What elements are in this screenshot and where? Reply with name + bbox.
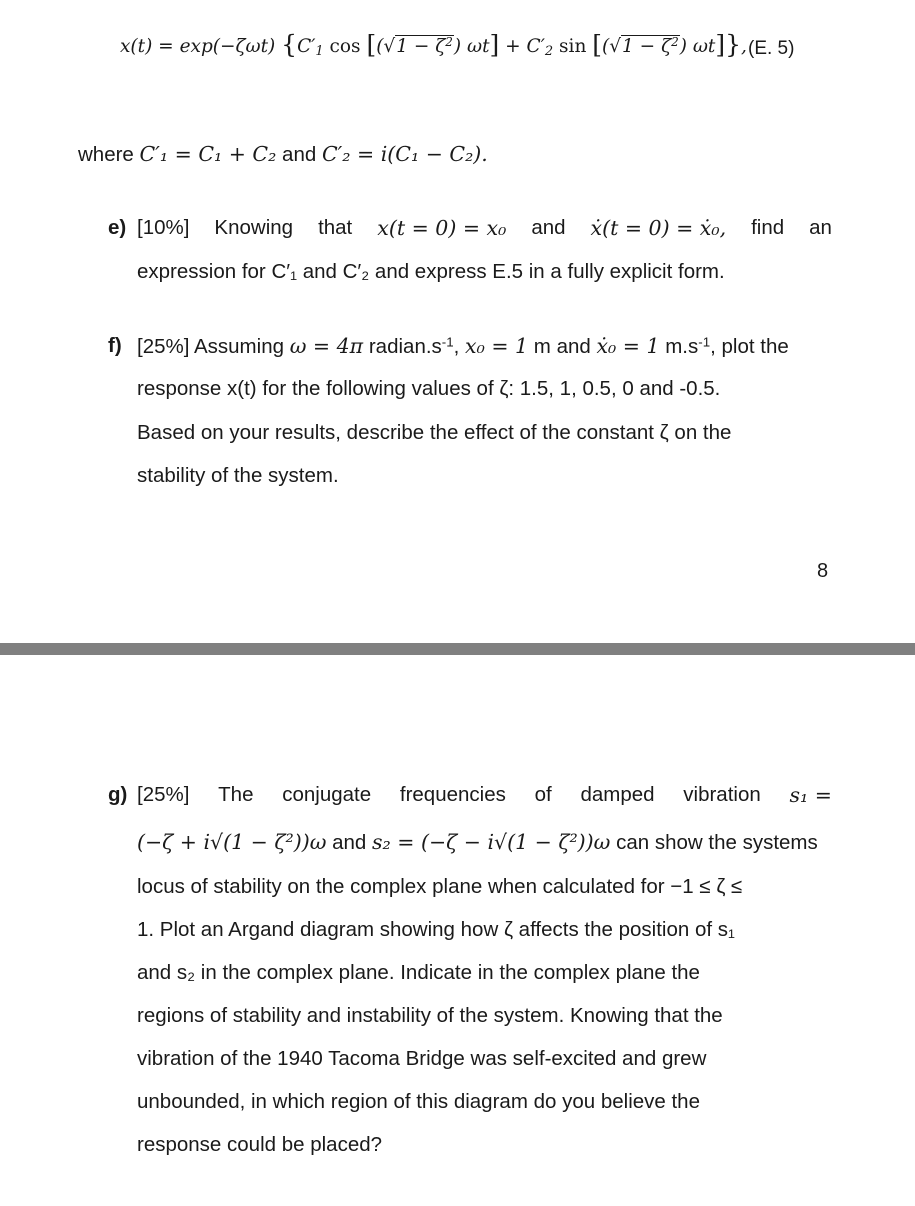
part-e-word: an: [809, 216, 832, 239]
part-e-weight: [10%]: [137, 216, 190, 239]
c1-definition: C′₁ = C₁ + C₂: [139, 142, 277, 166]
where-line: [78, 142, 488, 167]
where-word: where: [78, 143, 134, 166]
part-g-word: and: [332, 831, 367, 854]
part-g-line-1: [137, 783, 832, 807]
part-e-line-1: [137, 216, 832, 240]
part-f-exponent: -1: [698, 334, 711, 350]
part-g-weight: [25%]: [137, 783, 190, 806]
part-g-line-9: response could be placed?: [137, 1133, 383, 1156]
part-g-line-5: and s₂ in the complex plane. Indicate in the complex plane the: [137, 961, 700, 984]
and-word: and: [282, 143, 317, 166]
part-g-line-6: regions of stability and instability of the system. Knowing that the: [137, 1004, 723, 1027]
part-f-line-4: stability of the system.: [137, 464, 339, 487]
part-f-exponent: -1: [441, 334, 454, 350]
part-f-text: [25%] Assuming: [137, 335, 284, 358]
part-e-initial-xdot: ẋ(t = 0) = ẋ₀,: [590, 216, 727, 240]
part-e-word: that: [318, 216, 353, 239]
part-e-word: Knowing: [214, 216, 294, 239]
omega-value: ω = 4π: [289, 334, 364, 358]
part-g-word: frequencies: [399, 783, 506, 806]
part-g-text: can show the systems: [616, 831, 818, 854]
page-number: 8: [817, 560, 829, 582]
part-g-line-3: locus of stability on the complex plane when calculated for −1 ≤ ζ ≤: [137, 875, 743, 898]
part-e-word: and: [531, 216, 566, 239]
part-f-line-2: response x(t) for the following values of ζ: 1.5, 1, 0.5, 0 and -0.5.: [137, 377, 721, 400]
part-e-initial-x: x(t = 0) = x₀: [377, 216, 507, 240]
part-g-word: The: [218, 783, 254, 806]
part-e-line-2: expression for C′₁ and C′₂ and express E.5 in a fully explicit form.: [137, 260, 725, 283]
x0-value: x₀ = 1: [465, 334, 529, 358]
part-f-text: m and: [533, 335, 591, 358]
part-g-word: damped: [580, 783, 655, 806]
part-g-word: of: [534, 783, 552, 806]
s1-symbol: s₁ =: [789, 783, 832, 807]
part-f-line-1: [25%] Assuming ω = 4π $radian.s^{-1}$, x₀ = 1 m and ẋ₀ = 1 $m.s^{-1}$, plot the: [137, 334, 789, 358]
part-f-line-3: Based on your results, describe the effect of the constant ζ on the: [137, 421, 732, 444]
c2-definition: C′₂ = i(C₁ − C₂).: [321, 142, 488, 166]
part-e-label: e): [108, 216, 127, 239]
part-g-line-7: vibration of the 1940 Tacoma Bridge was self-excited and grew: [137, 1047, 707, 1070]
part-f-text: , plot the: [710, 335, 789, 358]
part-f-text: m.s: [665, 335, 699, 358]
xdot0-value: ẋ₀ = 1: [596, 334, 660, 358]
part-g-word: vibration: [683, 783, 761, 806]
equation-e5: x(t) = exp(−ζωt) {$C'_1$ $\cos [(√1 - \zeta^2)$ $\omega t] + C'_2$ $\sin [(√1 - \zeta^2)$ ωt]},: [120, 30, 747, 59]
s1-expression: (−ζ + i√(1 − ζ²))ω: [137, 830, 327, 854]
part-g-line-4: 1. Plot an Argand diagram showing how ζ affects the position of s₁: [137, 918, 735, 941]
part-g-word: conjugate: [282, 783, 372, 806]
part-g-line-8: unbounded, in which region of this diagram do you believe the: [137, 1090, 700, 1113]
equation-e5-lhs: x(t) = exp(−ζωt): [120, 35, 276, 57]
part-g-label: g): [108, 783, 128, 806]
part-e-word: find: [751, 216, 785, 239]
page-divider: [0, 643, 915, 655]
part-f-label: f): [108, 334, 122, 357]
part-g-line-2: [137, 830, 832, 855]
equation-label: (E. 5): [748, 38, 795, 59]
s2-expression: s₂ = (−ζ − i√(1 − ζ²))ω: [372, 830, 611, 854]
part-f-text: radian.s: [368, 335, 442, 358]
